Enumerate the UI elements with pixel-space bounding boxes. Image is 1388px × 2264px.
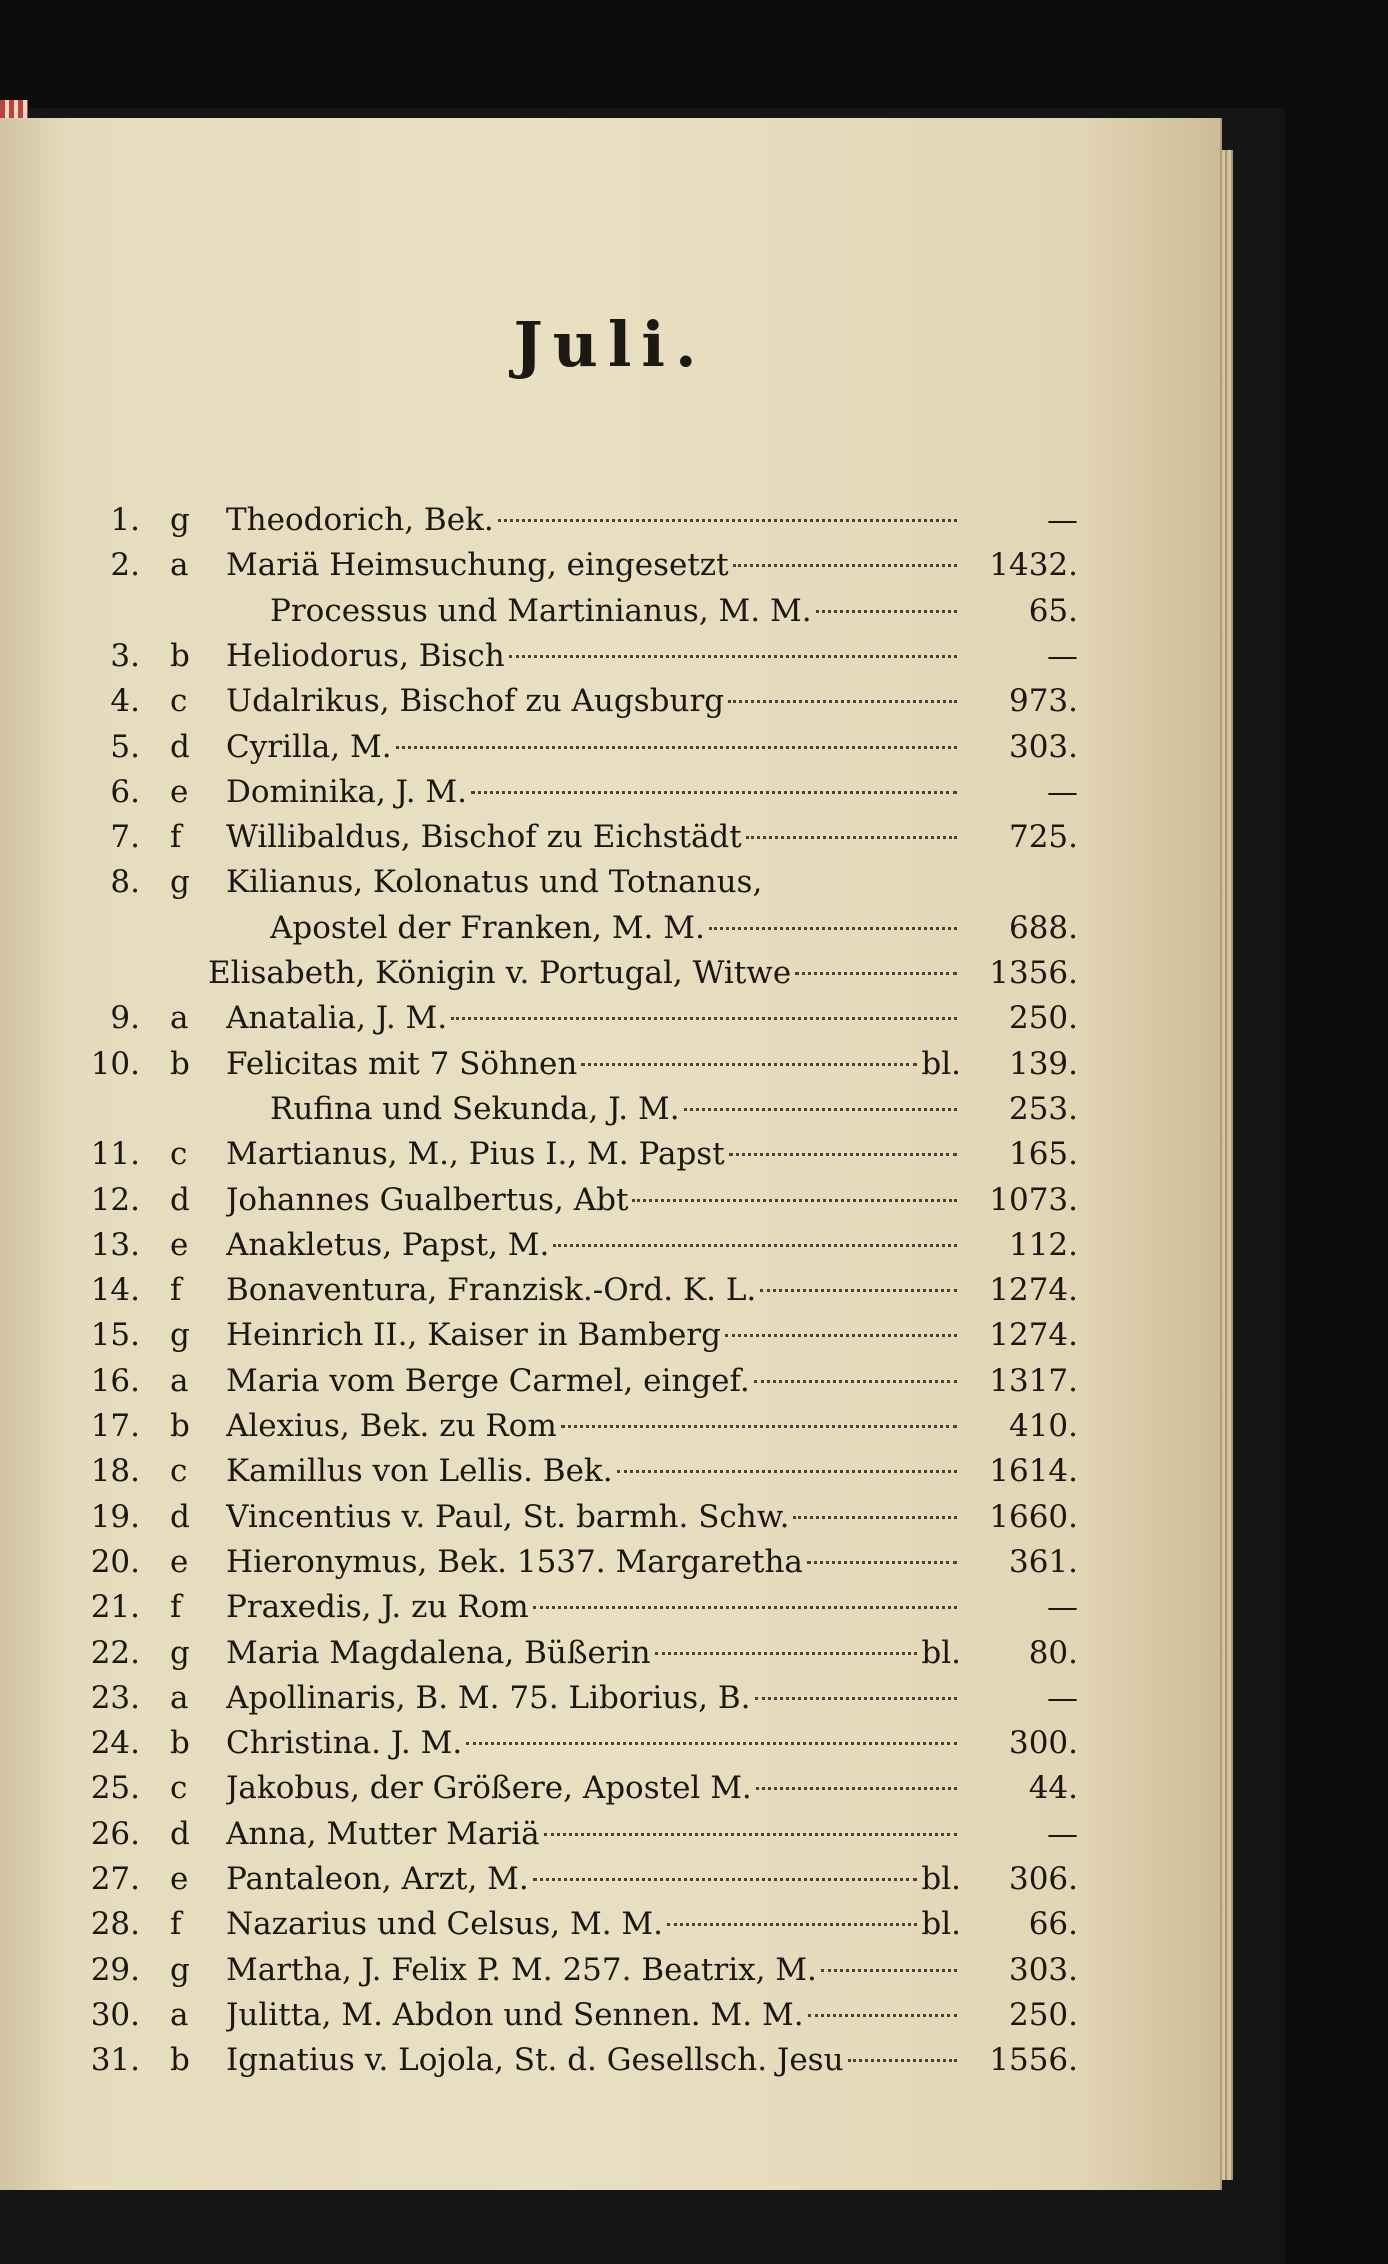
day-number: 23. bbox=[90, 1679, 140, 1716]
calendar-row bbox=[0, 1223, 1220, 1268]
year-value: 1556. bbox=[989, 2042, 1078, 2079]
dot-leader bbox=[821, 1969, 957, 1972]
saint-name: Mariä Heimsuchung, eingesetzt bbox=[226, 547, 729, 584]
calendar-row bbox=[0, 1812, 1220, 1857]
saint-name: Martha, J. Felix P. M. 257. Beatrix, M. bbox=[226, 1951, 817, 1988]
calendar-row bbox=[0, 951, 1220, 996]
dominical-letter: a bbox=[170, 1362, 189, 1399]
day-number: 9. bbox=[110, 1000, 140, 1037]
saint-entry bbox=[208, 951, 961, 996]
dominical-letter: d bbox=[170, 1815, 190, 1852]
dominical-letter: b bbox=[170, 1725, 190, 1762]
year-value: 1614. bbox=[989, 1453, 1078, 1490]
dot-leader bbox=[816, 610, 957, 613]
saint-name: Udalrikus, Bischof zu Augsburg bbox=[226, 683, 725, 720]
day-number: 31. bbox=[90, 2042, 140, 2079]
saint-name: Martianus, M., Pius I., M. Papst bbox=[226, 1136, 725, 1173]
saint-name: Johannes Gualbertus, Abt bbox=[226, 1181, 629, 1218]
day-number: 14. bbox=[90, 1272, 140, 1309]
dot-leader bbox=[795, 972, 957, 975]
day-number: 7. bbox=[110, 819, 140, 856]
saint-entry bbox=[226, 1676, 961, 1721]
dominical-letter: d bbox=[170, 728, 190, 765]
dominical-letter: b bbox=[170, 1045, 190, 1082]
saint-name: Praxedis, J. zu Rom bbox=[226, 1589, 529, 1626]
saint-entry bbox=[226, 498, 961, 543]
saint-entry bbox=[226, 1948, 961, 1993]
day-number: 24. bbox=[90, 1725, 140, 1762]
saint-entry bbox=[226, 2038, 961, 2083]
day-number: 30. bbox=[90, 1996, 140, 2033]
year-value: 139. bbox=[1008, 1045, 1078, 1082]
day-number: 15. bbox=[90, 1317, 140, 1354]
day-number: 29. bbox=[90, 1951, 140, 1988]
saint-name: Dominika, J. M. bbox=[226, 773, 468, 810]
saint-name: Ignatius v. Lojola, St. d. Gesellsch. Jesu bbox=[226, 2042, 844, 2079]
day-number: 13. bbox=[90, 1226, 140, 1263]
dominical-letter: d bbox=[170, 1498, 190, 1535]
calendar-row bbox=[0, 1449, 1220, 1494]
dominical-letter: e bbox=[170, 773, 189, 810]
year-value: 973. bbox=[1008, 683, 1078, 720]
dot-leader bbox=[760, 1289, 957, 1292]
day-number: 1. bbox=[110, 502, 140, 538]
dot-leader bbox=[733, 564, 957, 567]
saint-name: Cyrilla, M. bbox=[226, 728, 392, 765]
day-number: 8. bbox=[110, 864, 140, 901]
year-value: 66. bbox=[1028, 1906, 1078, 1943]
feast-mark: bl. bbox=[921, 1906, 961, 1943]
saint-entry bbox=[226, 1268, 961, 1313]
saint-name: Processus und Martinianus, M. M. bbox=[270, 592, 812, 629]
day-number: 6. bbox=[110, 773, 140, 810]
dominical-letter: a bbox=[170, 1679, 189, 1716]
saint-entry bbox=[226, 1812, 961, 1857]
calendar-row bbox=[0, 1857, 1220, 1902]
saint-name: Kamillus von Lellis. Bek. bbox=[226, 1453, 613, 1490]
saint-entry bbox=[226, 1540, 961, 1585]
saint-name: Christina. J. M. bbox=[226, 1725, 463, 1762]
year-value: 361. bbox=[1008, 1543, 1078, 1580]
calendar-row bbox=[0, 1540, 1220, 1585]
dominical-letter: c bbox=[170, 1770, 188, 1807]
saint-entry bbox=[226, 679, 961, 724]
dot-leader bbox=[655, 1652, 918, 1655]
calendar-row bbox=[0, 1631, 1220, 1676]
year-value: 300. bbox=[1008, 1725, 1078, 1762]
dominical-letter: e bbox=[170, 1543, 189, 1580]
saint-name: Felicitas mit 7 Söhnen bbox=[226, 1045, 578, 1082]
year-value: 1274. bbox=[989, 1272, 1078, 1309]
feast-mark: bl. bbox=[921, 1634, 961, 1671]
calendar-row bbox=[0, 679, 1220, 724]
dominical-letter: b bbox=[170, 637, 190, 674]
saint-entry bbox=[226, 1313, 961, 1358]
saint-name: Elisabeth, Königin v. Portugal, Witwe bbox=[208, 955, 792, 991]
feast-mark: bl. bbox=[921, 1861, 961, 1897]
calendar-row bbox=[0, 1178, 1220, 1223]
saint-entry bbox=[226, 860, 961, 905]
calendar-row bbox=[0, 1359, 1220, 1404]
calendar-row bbox=[0, 725, 1220, 770]
calendar-row bbox=[0, 2038, 1220, 2083]
dominical-letter: a bbox=[170, 1000, 189, 1037]
calendar-row bbox=[0, 1676, 1220, 1721]
saint-name: Maria vom Berge Carmel, eingef. bbox=[226, 1362, 750, 1399]
saint-name: Vincentius v. Paul, St. barmh. Schw. bbox=[226, 1498, 790, 1535]
dot-leader bbox=[581, 1063, 917, 1066]
year-value: — bbox=[1047, 1589, 1078, 1626]
dot-leader bbox=[553, 1244, 957, 1247]
saint-name: Jakobus, der Größere, Apostel M. bbox=[226, 1770, 752, 1807]
year-value: 250. bbox=[1008, 1996, 1078, 2033]
dot-leader bbox=[466, 1742, 957, 1745]
dot-leader bbox=[848, 2059, 957, 2062]
year-value: 688. bbox=[1008, 909, 1078, 946]
dominical-letter: a bbox=[170, 547, 189, 584]
dot-leader bbox=[632, 1199, 957, 1202]
day-number: 20. bbox=[90, 1543, 140, 1580]
feast-mark: bl. bbox=[921, 1045, 961, 1082]
calendar-row bbox=[0, 634, 1220, 679]
year-value: 65. bbox=[1028, 592, 1078, 629]
day-number: 25. bbox=[90, 1770, 140, 1807]
saint-name: Alexius, Bek. zu Rom bbox=[226, 1408, 557, 1444]
saint-entry bbox=[226, 1993, 961, 2038]
calendar-row bbox=[0, 860, 1220, 905]
saint-entry bbox=[226, 770, 961, 815]
year-value: 44. bbox=[1028, 1770, 1078, 1807]
day-number: 19. bbox=[90, 1498, 140, 1535]
day-number: 16. bbox=[90, 1362, 140, 1399]
saint-entry bbox=[226, 1721, 961, 1766]
calendar-row bbox=[0, 1721, 1220, 1766]
day-number: 10. bbox=[90, 1045, 140, 1082]
day-number: 27. bbox=[90, 1861, 140, 1897]
saint-name: Hieronymus, Bek. 1537. Margaretha bbox=[226, 1543, 803, 1580]
saint-entry bbox=[270, 1087, 961, 1132]
year-value: 303. bbox=[1008, 1951, 1078, 1988]
saint-entry bbox=[226, 1449, 961, 1494]
year-value: 1274. bbox=[989, 1317, 1078, 1354]
saint-entry bbox=[226, 1404, 961, 1449]
year-value: 1660. bbox=[989, 1498, 1078, 1535]
calendar-row bbox=[0, 1404, 1220, 1449]
calendar-row bbox=[0, 1313, 1220, 1358]
dominical-letter: a bbox=[170, 1996, 189, 2033]
dot-leader bbox=[561, 1425, 957, 1428]
calendar-row bbox=[0, 1268, 1220, 1313]
calendar-row bbox=[0, 498, 1220, 543]
calendar-row bbox=[0, 1132, 1220, 1177]
calendar-row bbox=[0, 1766, 1220, 1811]
saint-entry bbox=[226, 1495, 961, 1540]
calendar-row bbox=[0, 1993, 1220, 2038]
saint-name: Anakletus, Papst, M. bbox=[226, 1226, 550, 1263]
year-value: 1432. bbox=[989, 547, 1078, 584]
calendar-row bbox=[0, 815, 1220, 860]
calendar-row bbox=[0, 1087, 1220, 1132]
dominical-letter: f bbox=[170, 1272, 182, 1309]
saint-entry bbox=[270, 906, 961, 951]
year-value: — bbox=[1047, 502, 1078, 538]
calendar-page bbox=[0, 118, 1222, 2190]
dot-leader bbox=[544, 1833, 957, 1836]
saint-name: Julitta, M. Abdon und Sennen. M. M. bbox=[226, 1996, 804, 2033]
day-number: 21. bbox=[90, 1589, 140, 1626]
dominical-letter: c bbox=[170, 1453, 188, 1490]
calendar-row bbox=[0, 543, 1220, 588]
year-value: 112. bbox=[1008, 1226, 1078, 1263]
dominical-letter: f bbox=[170, 1589, 182, 1626]
saint-name: Kilianus, Kolonatus und Totnanus, bbox=[226, 864, 763, 901]
dot-leader bbox=[533, 1878, 918, 1881]
saint-entry bbox=[226, 725, 961, 770]
saint-name: Willibaldus, Bischof zu Eichstädt bbox=[226, 819, 742, 856]
dot-leader bbox=[533, 1606, 957, 1609]
dominical-letter: e bbox=[170, 1861, 189, 1897]
dot-leader bbox=[396, 746, 957, 749]
dot-leader bbox=[756, 1787, 957, 1790]
year-value: 250. bbox=[1008, 1000, 1078, 1037]
saint-name: Maria Magdalena, Büßerin bbox=[226, 1634, 651, 1671]
dot-leader bbox=[667, 1923, 917, 1926]
saint-entry bbox=[226, 1042, 961, 1087]
calendar-row bbox=[0, 770, 1220, 815]
year-value: 1356. bbox=[989, 955, 1078, 991]
bookmark-ribbon bbox=[0, 100, 28, 118]
saint-name: Pantaleon, Arzt, M. bbox=[226, 1861, 529, 1897]
saint-name: Heliodorus, Bisch bbox=[226, 637, 505, 674]
saint-entry bbox=[226, 1359, 961, 1404]
saint-entry bbox=[226, 543, 961, 588]
dominical-letter: f bbox=[170, 819, 182, 856]
saint-name: Bonaventura, Franzisk.-Ord. K. L. bbox=[226, 1272, 757, 1309]
dot-leader bbox=[509, 655, 957, 658]
dot-leader bbox=[755, 1697, 958, 1700]
dot-leader bbox=[617, 1470, 957, 1473]
day-number: 22. bbox=[90, 1634, 140, 1671]
dominical-letter: g bbox=[170, 502, 190, 538]
calendar-row bbox=[0, 1585, 1220, 1630]
saint-name: Apollinaris, B. M. 75. Liborius, B. bbox=[226, 1679, 751, 1716]
year-value: 306. bbox=[1008, 1861, 1078, 1897]
year-value: — bbox=[1047, 773, 1078, 810]
dominical-letter: c bbox=[170, 683, 188, 720]
saint-entry bbox=[226, 1857, 961, 1902]
year-value: 410. bbox=[1008, 1408, 1078, 1444]
dominical-letter: f bbox=[170, 1906, 182, 1943]
calendar-row bbox=[0, 1948, 1220, 1993]
saint-entry bbox=[226, 1223, 961, 1268]
dominical-letter: b bbox=[170, 1408, 190, 1444]
saint-entry bbox=[226, 1766, 961, 1811]
saint-entry bbox=[270, 589, 961, 634]
calendar-row bbox=[0, 906, 1220, 951]
dot-leader bbox=[498, 519, 957, 522]
saint-entry bbox=[226, 996, 961, 1041]
dot-leader bbox=[746, 836, 957, 839]
day-number: 26. bbox=[90, 1815, 140, 1852]
dominical-letter: d bbox=[170, 1181, 190, 1218]
saint-entry bbox=[226, 1631, 961, 1676]
calendar-row bbox=[0, 1902, 1220, 1947]
day-number: 12. bbox=[90, 1181, 140, 1218]
dot-leader bbox=[728, 700, 957, 703]
dominical-letter: g bbox=[170, 1317, 190, 1354]
year-value: — bbox=[1047, 1679, 1078, 1716]
saint-name: Nazarius und Celsus, M. M. bbox=[226, 1906, 664, 1943]
saint-name: Rufina und Sekunda, J. M. bbox=[270, 1090, 680, 1127]
dot-leader bbox=[807, 1561, 957, 1564]
dot-leader bbox=[471, 791, 957, 794]
saint-name: Apostel der Franken, M. M. bbox=[270, 909, 705, 946]
year-value: 253. bbox=[1008, 1090, 1078, 1127]
saint-name: Heinrich II., Kaiser in Bamberg bbox=[226, 1317, 721, 1354]
year-value: — bbox=[1047, 637, 1078, 674]
day-number: 3. bbox=[110, 637, 140, 674]
year-value: 165. bbox=[1008, 1136, 1078, 1173]
page-title: Juli. bbox=[513, 308, 707, 381]
day-number: 4. bbox=[110, 683, 140, 720]
year-value: 303. bbox=[1008, 728, 1078, 765]
calendar-row bbox=[0, 589, 1220, 634]
saint-name: Theodorich, Bek. bbox=[226, 502, 494, 538]
dot-leader bbox=[729, 1153, 957, 1156]
dominical-letter: b bbox=[170, 2042, 190, 2079]
dot-leader bbox=[793, 1516, 957, 1519]
day-number: 18. bbox=[90, 1453, 140, 1490]
saint-entry bbox=[226, 1178, 961, 1223]
year-value: 1073. bbox=[989, 1181, 1078, 1218]
day-number: 11. bbox=[90, 1136, 140, 1173]
saint-name: Anna, Mutter Mariä bbox=[226, 1815, 540, 1852]
day-number: 2. bbox=[110, 547, 140, 584]
dot-leader bbox=[808, 2014, 957, 2017]
day-number: 17. bbox=[90, 1408, 140, 1444]
dot-leader bbox=[684, 1108, 957, 1111]
calendar-row bbox=[0, 1042, 1220, 1087]
day-number: 28. bbox=[90, 1906, 140, 1943]
calendar-row bbox=[0, 996, 1220, 1041]
saint-entry bbox=[226, 815, 961, 860]
year-value: 725. bbox=[1008, 819, 1078, 856]
dot-leader bbox=[451, 1017, 957, 1020]
dominical-letter: g bbox=[170, 1951, 190, 1988]
dot-leader bbox=[709, 927, 957, 930]
year-value: 80. bbox=[1028, 1634, 1078, 1671]
calendar-row bbox=[0, 1495, 1220, 1540]
dominical-letter: g bbox=[170, 864, 190, 901]
dot-leader bbox=[754, 1380, 957, 1383]
dominical-letter: c bbox=[170, 1136, 188, 1173]
day-number: 5. bbox=[110, 728, 140, 765]
dominical-letter: e bbox=[170, 1226, 189, 1263]
saint-name: Anatalia, J. M. bbox=[226, 1000, 448, 1037]
saint-entry bbox=[226, 634, 961, 679]
year-value: — bbox=[1047, 1815, 1078, 1852]
dominical-letter: g bbox=[170, 1634, 190, 1671]
saint-entry bbox=[226, 1132, 961, 1177]
saint-entry bbox=[226, 1585, 961, 1630]
dot-leader bbox=[725, 1334, 957, 1337]
year-value: 1317. bbox=[989, 1362, 1078, 1399]
saint-entry bbox=[226, 1902, 961, 1947]
